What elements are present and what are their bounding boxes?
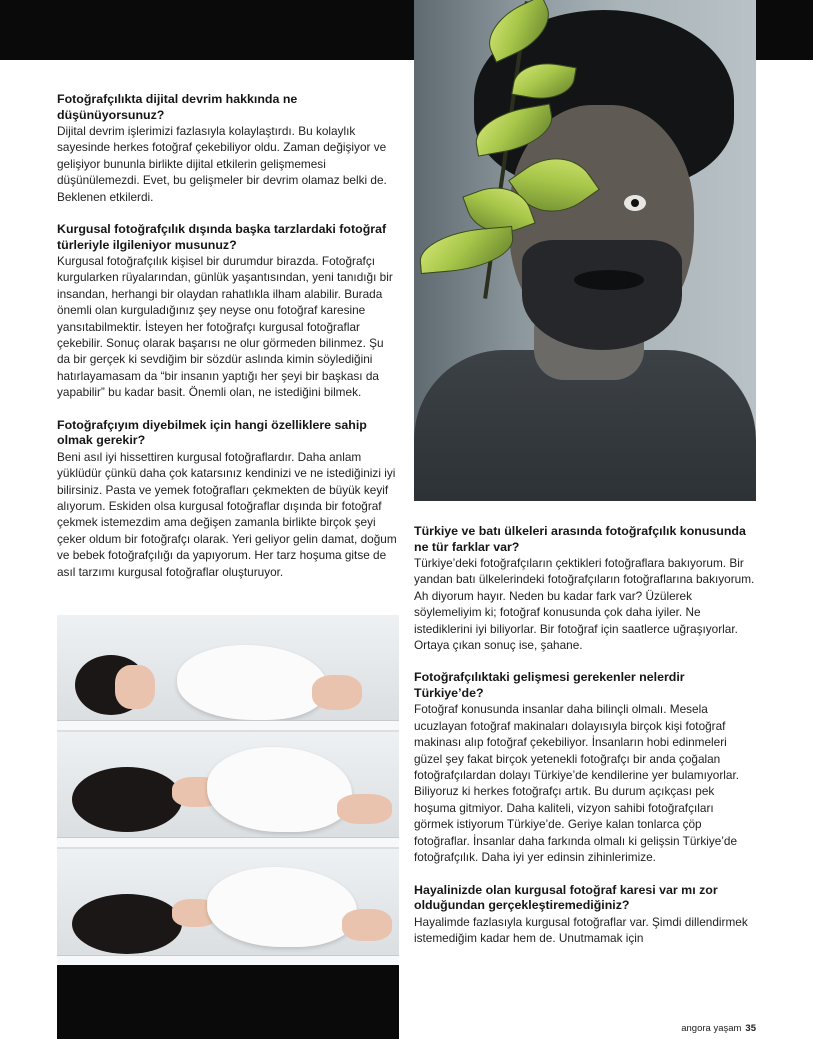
- photo-dress: [207, 867, 357, 947]
- qa-block: [414, 524, 756, 653]
- portrait-photo: [414, 0, 756, 501]
- qa-block: [57, 418, 399, 580]
- answer: Dijital devrim işlerimizi fazlasıyla kolaylaştırdı. Bu kolaylık sayesinde herkes fotoğraf çekebiliyor oldu. Zaman değişiyor ve gelişiyor bununla birlikte dijital etkilerin gelişmemesi düşünülemezdi. Evet, bu gelişmeler bir devrim olamaz belki de. Beklenen etkilerdi.: [57, 124, 387, 204]
- bottom-black-bar: [57, 965, 399, 1039]
- left-text-column: [57, 92, 399, 597]
- qa-block: [414, 883, 756, 947]
- photo-panel: [57, 849, 399, 965]
- answer: Türkiye’deki fotoğrafçıların çektikleri fotoğraflara bakıyorum. Bir yandan batı ülkelerindeki fotoğrafçıların fotoğraflarına bakıyorum. Ah diyorum hayır. Neden bu kadar fark var? Üzülerek söylemeliyim ki; fotoğraf konusunda çok daha iyiler. Ne istediklerini iyi biliyorlar. Bir fotoğraf için saatlerce uğraşıyorlar. Ortaya çıkan sonuç ise, şahane.: [414, 556, 755, 653]
- plant-leaf: [417, 226, 515, 274]
- photo-head: [72, 767, 182, 832]
- question: Türkiye ve batı ülkeleri arasında fotoğrafçılık konusunda ne tür farklar var?: [414, 524, 746, 554]
- answer: Beni asıl iyi hissettiren kurgusal fotoğraflardır. Daha anlam yüklüdür çünkü daha çok katarsınız kendinizi ve ne istediğinizi iyi bilirsiniz. Pasta ve yemek fotoğrafları çekmekten de büyük keyif alıyorum. Eskiden olsa kurgusal fotoğraflar dışında bir fotoğraf çekmek istemezdim ama değişen zamanla birlikte birçok şeyi çeker oldum bir fotoğrafçı olarak. Yeri geliyor gelin damat, doğum ve bebek fotoğrafçılığı da yapıyorum. Her tarz hoşuma gitse de asıl tarzımı kurgusal fotoğraflar oluşturuyor.: [57, 449, 397, 579]
- photo-legs: [337, 794, 392, 824]
- photo-legs: [312, 675, 362, 710]
- photo-panel: [57, 615, 399, 730]
- photo-dress: [207, 747, 352, 832]
- page-footer: [681, 1023, 756, 1034]
- photo-face: [115, 665, 155, 709]
- photo-shelf: [57, 955, 399, 965]
- answer: Kurgusal fotoğrafçılık kişisel bir durumdur birazda. Fotoğrafçı kurgularken rüyalarından, günlük yaşantısından, yeni tanıdığı bir insandan, herhangi bir olaydan rahatlıkla ilham alabilir. Burada önemli olan kurguladığınız şey neyse onu fotoğraf karesine yansıtabilmektir. İsteyen her fotoğrafçı kurgusal fotoğraflar çekebilir. Sonuç olarak başarısı ne olur görmeden bilinmez. Şu da bir gerçek ki sevdiğim bir sözdür aslında kimin söylediğini hatırlayamasam da “bir insanın yaptığı her şeyi bir başkası da yapabilir” bu kadar basit. Önemli olan, ne istediğini bilmek.: [57, 254, 393, 400]
- answer: Fotoğraf konusunda insanlar daha bilinçli olmalı. Mesela ucuzlayan fotoğraf makinaları dolayısıyla birçok kişi fotoğraf makinası alıp fotoğraf çekebiliyor. İnsanların hobi edinmeleri güzel şey fakat birçok yetenekli fotoğrafçı bir anda çoğalan fotoğrafçılardan dolayı Türkiye’de kendilerine yer bulamıyorlar. Biliyoruz ki herkes fotoğrafçı artık. Bu durum açıkçası pek hoşuma gitmiyor. Daha kaliteli, vizyon sahibi fotoğrafçıları görmek istiyorum Türkiye’de. Geriye kalan tonlarca çöp fotoğraflar. İnsanlar daha farkında olmalı ki gelişsin Türkiye’de fotoğrafçılık. Daha iyi yer edinsin zihinlerimize.: [414, 702, 740, 865]
- photo-dress: [177, 645, 327, 720]
- question: Hayalinizde olan kurgusal fotoğraf karesi var mı zor olduğundan gerçekleştiremediğiniz?: [414, 882, 718, 912]
- qa-block: [57, 92, 399, 205]
- photo-legs: [342, 909, 392, 941]
- photo-head: [72, 894, 182, 954]
- question: Fotoğrafçıyım diyebilmek için hangi özelliklere sahip olmak gerekir?: [57, 417, 367, 448]
- question: Kurgusal fotoğrafçılık dışında başka tarzlardaki fotoğraf türleriyle ilgileniyor musunuz?: [57, 222, 387, 252]
- photo-beard: [522, 240, 682, 350]
- photo-eye: [624, 195, 646, 211]
- question: Fotoğrafçılıkta dijital devrim hakkında ne düşünüyorsunuz?: [57, 92, 298, 122]
- question: Fotoğrafçılıktaki gelişmesi gerekenler nelerdir Türkiye’de?: [414, 670, 685, 700]
- photo-shelf: [57, 837, 399, 847]
- photo-shelf: [57, 720, 399, 730]
- answer: Hayalimde fazlasıyla kurgusal fotoğraflar var. Şimdi dillendirmek istemediğim kadar hem de. Unutmamak için: [414, 914, 748, 945]
- page-number: 35: [745, 1023, 756, 1034]
- right-text-column: [414, 524, 756, 963]
- photo-panel: [57, 732, 399, 847]
- qa-block: [57, 222, 399, 401]
- girl-photo-strip: [57, 615, 399, 965]
- qa-block: [414, 670, 756, 865]
- magazine-name: angora yaşam: [681, 1023, 742, 1034]
- photo-mouth: [574, 270, 644, 290]
